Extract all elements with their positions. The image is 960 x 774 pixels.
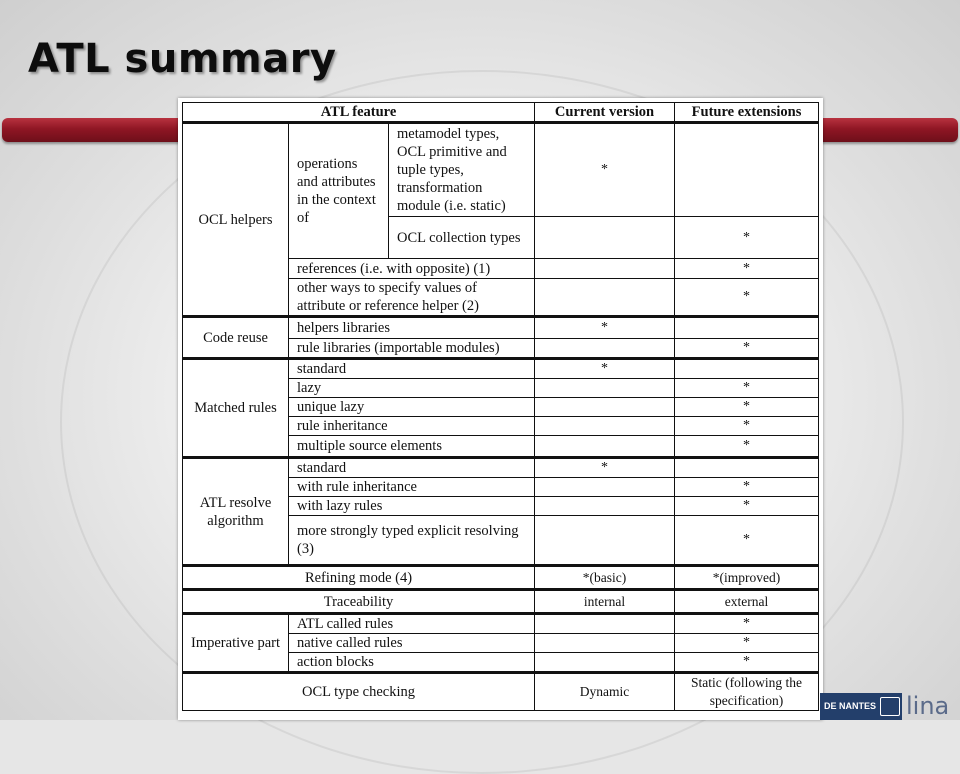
university-logo-mark-icon [880, 697, 900, 716]
current-version-cell: Dynamic [535, 673, 675, 711]
future-extensions-cell: * [675, 614, 819, 634]
table-row [183, 673, 819, 711]
future-extensions-cell [675, 123, 819, 217]
current-version-cell [535, 478, 675, 497]
current-version-cell [535, 339, 675, 359]
future-extensions-cell: * [675, 259, 819, 279]
feature-cell: ATL called rules [289, 614, 535, 634]
current-version-cell: * [535, 123, 675, 217]
current-version-cell [535, 417, 675, 436]
table-row [183, 317, 819, 339]
atl-summary-table [182, 102, 819, 711]
category-code-reuse: Code reuse [183, 317, 289, 359]
header-current-version: Current version [535, 103, 675, 123]
future-extensions-cell: *(improved) [675, 566, 819, 590]
current-version-cell: * [535, 317, 675, 339]
current-version-cell [535, 398, 675, 417]
category-imperative-part: Imperative part [183, 614, 289, 673]
category-matched-rules: Matched rules [183, 359, 289, 458]
university-logo-text: DE NANTES [824, 701, 877, 711]
future-extensions-cell: * [675, 279, 819, 317]
feature-cell: other ways to specify values of attribute or reference helper (2) [289, 279, 535, 317]
feature-cell: unique lazy [289, 398, 535, 417]
feature-cell: standard [289, 359, 535, 379]
atl-summary-table-frame [178, 98, 823, 720]
current-version-cell [535, 259, 675, 279]
future-extensions-cell [675, 359, 819, 379]
future-extensions-cell: external [675, 590, 819, 614]
feature-cell: standard [289, 458, 535, 478]
current-version-cell [535, 634, 675, 653]
future-extensions-cell: * [675, 417, 819, 436]
feature-cell: action blocks [289, 653, 535, 673]
feature-cell: with rule inheritance [289, 478, 535, 497]
table-row [183, 123, 819, 217]
current-version-cell [535, 379, 675, 398]
feature-cell: multiple source elements [289, 436, 535, 458]
feature-traceability: Traceability [183, 590, 535, 614]
slide-title: ATL summary [28, 36, 337, 82]
feature-cell: rule inheritance [289, 417, 535, 436]
feature-cell: OCL collection types [389, 217, 535, 259]
future-extensions-cell: * [675, 339, 819, 359]
feature-cell: helpers libraries [289, 317, 535, 339]
future-extensions-cell: * [675, 379, 819, 398]
future-extensions-cell: * [675, 478, 819, 497]
current-version-cell [535, 279, 675, 317]
feature-cell: references (i.e. with opposite) (1) [289, 259, 535, 279]
future-extensions-cell: Static (following the specification) [675, 673, 819, 711]
feature-cell: rule libraries (importable modules) [289, 339, 535, 359]
current-version-cell [535, 614, 675, 634]
ocl-helpers-context-label: operations and attributes in the context of [289, 123, 389, 259]
current-version-cell [535, 516, 675, 566]
future-extensions-cell: * [675, 516, 819, 566]
category-ocl-helpers: OCL helpers [183, 123, 289, 317]
future-extensions-cell: * [675, 217, 819, 259]
table-row [183, 566, 819, 590]
table-row [183, 359, 819, 379]
table-header-row [183, 103, 819, 123]
future-extensions-cell: * [675, 436, 819, 458]
table-row [183, 614, 819, 634]
current-version-cell [535, 217, 675, 259]
future-extensions-cell: * [675, 497, 819, 516]
current-version-cell: * [535, 458, 675, 478]
current-version-cell: internal [535, 590, 675, 614]
feature-cell: lazy [289, 379, 535, 398]
future-extensions-cell: * [675, 653, 819, 673]
header-atl-feature: ATL feature [183, 103, 535, 123]
accent-bar-left [2, 118, 202, 142]
table-row [183, 458, 819, 478]
feature-refining-mode: Refining mode (4) [183, 566, 535, 590]
feature-ocl-type-checking: OCL type checking [183, 673, 535, 711]
lina-logo: lina [906, 692, 950, 720]
current-version-cell [535, 497, 675, 516]
future-extensions-cell: * [675, 398, 819, 417]
feature-cell: more strongly typed explicit resolving (3) [289, 516, 535, 566]
accent-bar-right [800, 118, 958, 142]
university-nantes-logo [820, 693, 902, 720]
feature-cell: metamodel types, OCL primitive and tuple types, transformation module (i.e. static) [389, 123, 535, 217]
feature-cell: native called rules [289, 634, 535, 653]
header-future-extensions: Future extensions [675, 103, 819, 123]
feature-cell: with lazy rules [289, 497, 535, 516]
table-row [183, 590, 819, 614]
current-version-cell: * [535, 359, 675, 379]
future-extensions-cell [675, 458, 819, 478]
future-extensions-cell: * [675, 634, 819, 653]
current-version-cell [535, 436, 675, 458]
footer-logos [820, 693, 960, 720]
category-atl-resolve-algorithm: ATL resolve algorithm [183, 458, 289, 566]
current-version-cell [535, 653, 675, 673]
current-version-cell: *(basic) [535, 566, 675, 590]
future-extensions-cell [675, 317, 819, 339]
